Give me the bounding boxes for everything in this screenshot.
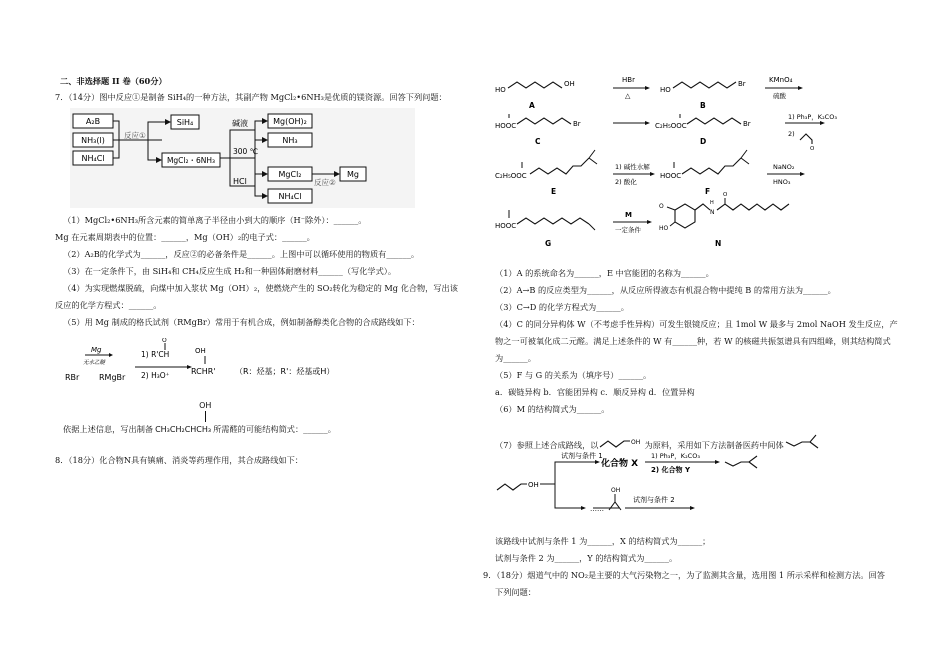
step2-h3o: 2) H₃O⁺	[141, 371, 170, 380]
n-ho: HO	[659, 225, 669, 232]
q8-p4b: 物之一可被氧化成二元醛。满足上述条件的 W 有______种，若 W 的核磁共振氢谱具有四组峰，则其结构简式	[495, 336, 891, 346]
molecule-d	[687, 118, 741, 124]
label-n: N	[715, 239, 722, 248]
molecule-g-branch	[589, 224, 595, 230]
molecule-e	[530, 158, 589, 174]
reagent-step2: 2)	[788, 130, 795, 138]
q8-p4c: 为______。	[495, 353, 536, 363]
arrow-ab-head	[645, 86, 650, 90]
q8-p7a: （7）参照上述合成路线，以	[495, 440, 599, 450]
c-hooc: HOOC	[495, 122, 517, 130]
e-c2h5ooc: C₂H₅OOC	[495, 172, 527, 180]
start-rbr: RBr	[65, 373, 80, 382]
q8-q7c: 试剂与条件 2 为______，Y 的结构简式为______。	[495, 553, 678, 563]
q8-synthesis-scheme	[495, 70, 905, 260]
reagent-ph3p: 1) Ph₃P，K₂CO₃	[788, 113, 837, 121]
label-a: A	[529, 101, 535, 110]
reagent-aldehyde	[800, 134, 812, 144]
q7-flow-diagram	[70, 108, 415, 208]
label-g: G	[545, 239, 552, 248]
q8-route-diagram	[495, 452, 875, 522]
route-cond-a: 1) Ph₃P，K₂CO₃	[651, 452, 700, 460]
label-d: D	[700, 137, 707, 146]
reagent-hydrolysis2: 2) 酸化	[615, 178, 637, 186]
q8-q7b: 该路线中试剂与条件 1 为______，X 的结构简式为______；	[495, 536, 711, 546]
label-reaction2: 反应②	[314, 178, 336, 187]
route-oh1: OH	[528, 481, 539, 489]
molecule-e-branch	[589, 150, 597, 164]
route-x-head	[715, 460, 720, 464]
grignard-scheme	[65, 338, 365, 398]
box-mg-text: Mg	[347, 170, 359, 179]
route-up-line	[540, 462, 595, 484]
svg-text:OH: OH	[631, 439, 641, 446]
n-h: H	[710, 200, 714, 206]
q8-p3: （3）C→D 的化学方程式为______。	[495, 302, 629, 312]
f-hooc: HOOC	[660, 172, 682, 180]
q7-p4b: 反应的化学方程式：______。	[55, 300, 162, 310]
q7-p1: （1）MgCl₂•6NH₃所含元素的简单离子半径由小到大的顺序（H⁻除外）：______。	[63, 215, 367, 225]
reagent-hbr: HBr	[622, 76, 635, 84]
q8-p2: （2）A→B 的反应类型为______，从反应所得液态有机混合物中提纯 B 的常用方法为______。	[495, 285, 836, 295]
n-nh: N	[710, 209, 715, 216]
arrow-de-head	[820, 121, 825, 125]
arrow-cd-head	[645, 121, 650, 125]
formula-oh: OH	[199, 401, 212, 410]
p7-target	[784, 432, 826, 452]
molecule-b	[673, 82, 736, 88]
label-300: 300 ℃	[233, 147, 259, 156]
box-nh4cl-2-text: NH₄Cl	[278, 192, 302, 201]
route-reagent2: 试剂与条件 2	[633, 496, 675, 504]
molecule-c	[517, 118, 571, 124]
q7-p2: （2）A₂B的化学式为______，反应②的必备条件是______。上图中可以循环使用的物质有______。	[63, 249, 420, 259]
molecule-g	[517, 218, 589, 224]
arrow-bc-head	[798, 86, 803, 90]
label-reaction1: 反应①	[124, 131, 146, 140]
q9-stem-b: 下列问题：	[495, 587, 536, 597]
q7-p5b-b: 所需醛的可能结构简式：______。	[213, 424, 336, 434]
route-oh2: OH	[611, 487, 621, 494]
reagent-hno3: HNO₃	[773, 178, 791, 186]
product-rchr: RCHR'	[191, 367, 216, 376]
q7-p5b-a: 依据上述信息，写出制备	[63, 424, 154, 434]
reagent-nano2: NaNO₂	[773, 163, 795, 171]
box-nh3-text: NH₃	[282, 136, 298, 145]
b-br: Br	[738, 80, 746, 88]
d-c2h5ooc: C₂H₅OOC	[655, 122, 687, 130]
reagent-m-cond: 一定条件	[615, 226, 641, 234]
q8-p4: （4）C 的同分异构体 W（不考虑手性异构）可发生银镜反应；且 1mol W 最多与 2mol NaOH 发生反应，产	[495, 319, 898, 329]
reagent-delta: △	[625, 92, 631, 100]
box-nh4cl-text: NH₄Cl	[81, 154, 105, 163]
route-reagent2-head	[690, 506, 695, 510]
q7-p5: （5）用 Mg 制成的格氏试剂（RMgBr）常用于有机合成，例如制备醇类化合物的合成路线如下：	[63, 317, 420, 327]
label-jianye: 碱液	[232, 119, 248, 128]
q8-p5: （5）F 与 G 的关系为（填序号）______。	[495, 370, 652, 380]
reagent-acid: 硫酸	[773, 92, 786, 100]
q7-p1b: Mg 在元素周期表中的位置：______，Mg（OH）₂的电子式：______。	[55, 232, 315, 242]
q7-p4: （4）为实现燃煤脱硫，向煤中加入浆状 Mg（OH）₂，使燃烧产生的 SO₂转化为稳定的 Mg 化合物，写出该	[63, 283, 458, 293]
reagent-mg: Mg	[91, 346, 102, 354]
route-dots: ……	[590, 505, 604, 513]
a-ho: HO	[495, 86, 506, 94]
box-sih4-text: SiH₄	[176, 118, 194, 127]
step1-rcho: 1) R'CH	[141, 350, 170, 359]
route-product-branch	[749, 462, 757, 468]
q8-stem: 8．（18分）化合物N具有镇痛、消炎等药理作用，其合成路线如下：	[55, 455, 303, 465]
molecule-f	[682, 158, 741, 174]
product-oh: OH	[195, 347, 206, 355]
route-start	[497, 484, 527, 490]
route-down-line	[555, 484, 581, 508]
d-br: Br	[743, 120, 751, 128]
reagent-m: M	[625, 211, 632, 219]
cho-o: O	[162, 338, 167, 344]
n-methoxy: O	[659, 203, 664, 210]
label-f: F	[705, 187, 711, 196]
arrow-ef-head	[650, 172, 655, 176]
molecule-a	[508, 82, 562, 88]
q8-p1: （1）A 的系统命名为______，E 中官能团的名称为______。	[495, 268, 714, 278]
reagent-kmno4: KMnO₄	[769, 76, 793, 84]
middle-rmgbr: RMgBr	[99, 373, 126, 382]
q7-p5b	[63, 401, 336, 435]
n-carbonyl-o: O	[723, 192, 728, 198]
label-c: C	[535, 137, 541, 146]
route-reagent1: 试剂与条件 1	[561, 452, 603, 460]
q7-stem: 7．（14分）图中反应①是制备 SiH₄的一种方法，其副产物 MgCl₂•6NH₃是优质的镁资源。回答下列问题：	[55, 92, 447, 102]
formula-bond	[205, 411, 206, 422]
a-oh: OH	[564, 80, 575, 88]
reagent-ether: 无水乙醚	[83, 360, 106, 366]
box-nh3l-text: NH₃(l)	[81, 136, 105, 145]
box-mgoh2-text: Mg(OH)₂	[273, 117, 307, 126]
molecule-f-branch	[741, 150, 749, 164]
label-b: B	[700, 101, 706, 110]
p7-starting-material	[598, 435, 644, 451]
g-hooc: HOOC	[495, 222, 517, 230]
n-ch2	[695, 204, 710, 210]
arrow-gn-head	[647, 220, 652, 224]
box-mgcl2-6nh3-text: MgCl₂・6NH₃	[166, 156, 216, 165]
q8-p7b: 为原料，采用如下方法制备医药中间体	[644, 440, 784, 450]
molecule-n-ring	[675, 204, 695, 228]
box-a2b-text: A₂B	[85, 117, 101, 126]
route-down-head	[581, 506, 586, 510]
reagent-aldehyde-o: O	[810, 146, 815, 152]
route-compound-x: 化合物 X	[601, 459, 639, 469]
q7-p5b-formula: CH₃CH₂CHCH₃	[155, 425, 212, 434]
n-ome-bond	[667, 207, 675, 210]
section-header: 二、非选择题 II 卷（60分）	[60, 76, 167, 86]
box-mgcl2-text: MgCl₂	[278, 170, 302, 179]
molecule-n-chain	[717, 204, 789, 210]
label-hcl: HCl	[233, 177, 247, 186]
q7-p5b-formula-wrap	[155, 401, 212, 435]
q9-stem: 9．（18分）烟道气中的 NO₂是主要的大气污染物之一，为了监测其含量，选用图 1 所示采样和检测方法。回答	[483, 570, 885, 580]
label-e: E	[551, 187, 557, 196]
q8-p6: （6）M 的结构简式为______。	[495, 404, 610, 414]
grignard-note: （R：烃基；R'：烃基或H）	[235, 367, 335, 376]
c-br: Br	[573, 120, 581, 128]
route-cond-b: 2) 化合物 Y	[651, 466, 691, 474]
q8-p5-options: a．碳链异构 b．官能团异构 c．顺反异构 d．位置异构	[495, 387, 695, 397]
route-up-head	[595, 460, 600, 464]
b-ho: HO	[660, 86, 671, 94]
n-oh-bond	[670, 222, 675, 226]
q8-p7	[495, 432, 826, 452]
q7-p3: （3）在一定条件下，由 SiH₄和 CH₄反应生成 H₂和一种固体耐磨材料______（写化学式）。	[63, 266, 397, 276]
arrow-mg-head	[109, 353, 113, 357]
reagent-hydrolysis1: 1) 碱性水解	[615, 163, 650, 171]
arrow-fg-head	[800, 172, 805, 176]
